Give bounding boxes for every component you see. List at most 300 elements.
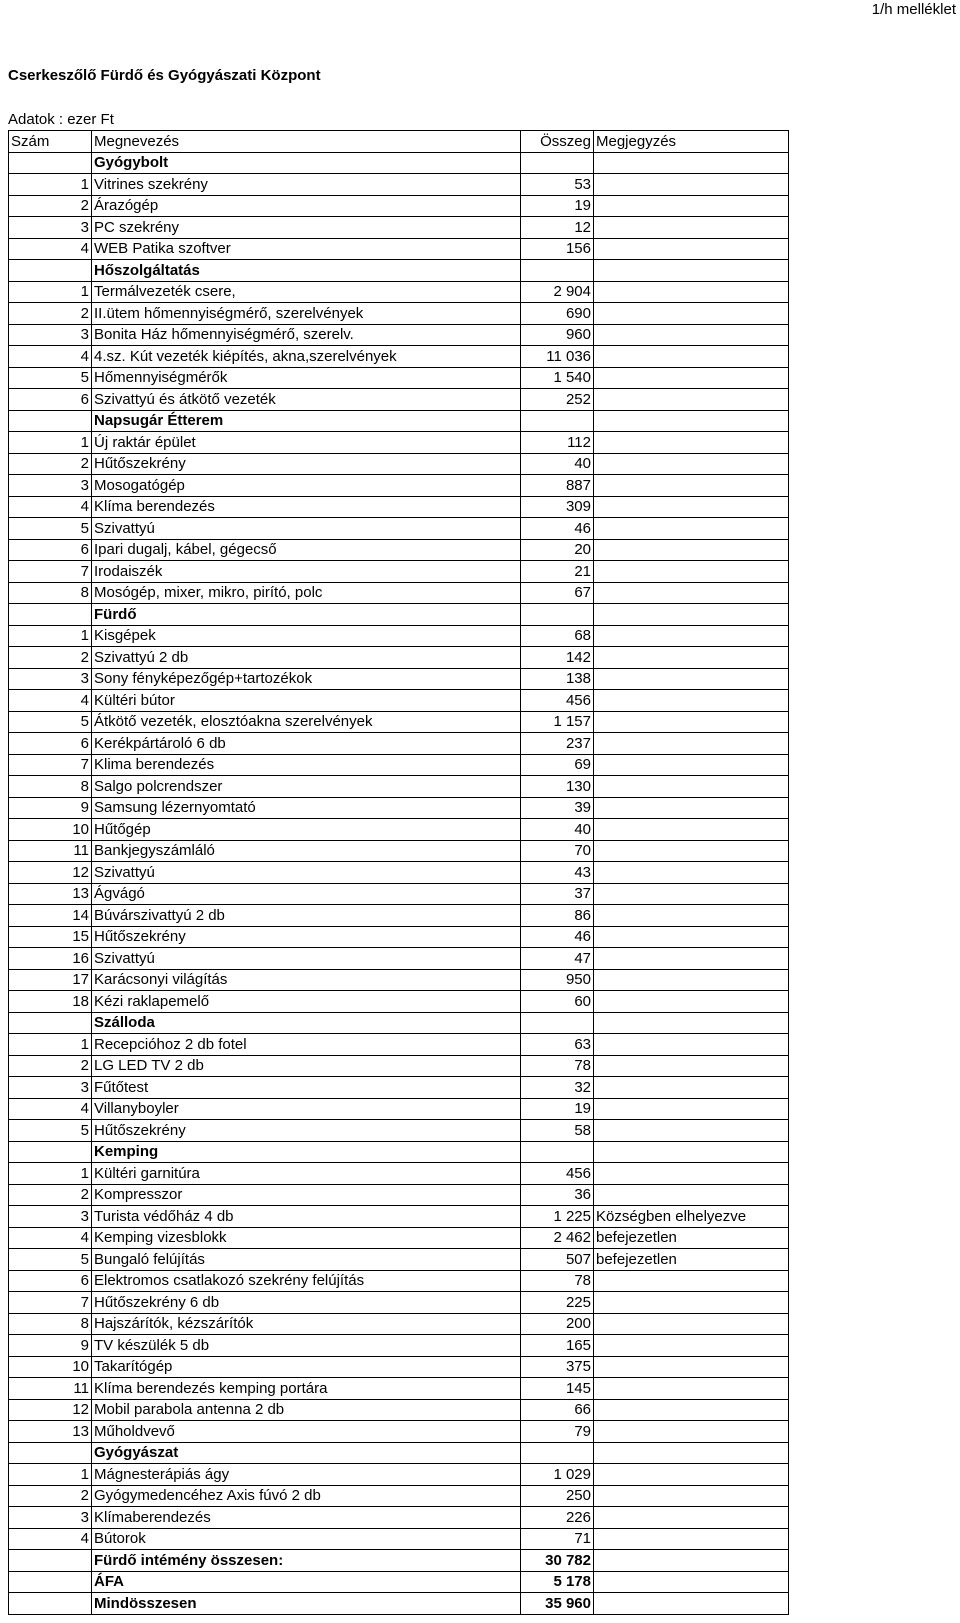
row-note-cell xyxy=(594,1421,789,1443)
table-row xyxy=(9,1464,789,1486)
table-row xyxy=(9,475,789,497)
row-name-cell: Kemping xyxy=(92,1141,521,1163)
row-number-cell: 1 xyxy=(9,281,92,303)
row-name-cell: Termálvezeték csere, xyxy=(92,281,521,303)
table-row xyxy=(9,346,789,368)
row-amount-cell: 21 xyxy=(521,561,594,583)
row-number-cell: 4 xyxy=(9,690,92,712)
row-name-cell: Szivattyú xyxy=(92,518,521,540)
row-number-cell xyxy=(9,1571,92,1593)
table-row xyxy=(9,217,789,239)
row-name-cell: Kerékpártároló 6 db xyxy=(92,733,521,755)
row-amount-cell: 112 xyxy=(521,432,594,454)
table-header-row xyxy=(9,131,789,153)
row-amount-cell: 60 xyxy=(521,991,594,1013)
row-name-cell: Ipari dugalj, kábel, gégecső xyxy=(92,539,521,561)
row-name-cell: Kültéri bútor xyxy=(92,690,521,712)
row-amount-cell: 39 xyxy=(521,797,594,819)
table-row xyxy=(9,582,789,604)
row-amount-cell: 130 xyxy=(521,776,594,798)
table-row xyxy=(9,754,789,776)
row-amount-cell: 86 xyxy=(521,905,594,927)
row-number-cell: 1 xyxy=(9,625,92,647)
row-amount-cell: 78 xyxy=(521,1270,594,1292)
row-number-cell: 4 xyxy=(9,346,92,368)
row-amount-cell: 70 xyxy=(521,840,594,862)
row-amount-cell: 309 xyxy=(521,496,594,518)
row-amount-cell: 2 904 xyxy=(521,281,594,303)
table-row xyxy=(9,324,789,346)
row-note-cell xyxy=(594,174,789,196)
row-note-cell xyxy=(594,948,789,970)
row-note-cell xyxy=(594,647,789,669)
row-name-cell: Hűtőszekrény xyxy=(92,453,521,475)
table-row xyxy=(9,1335,789,1357)
row-note-cell xyxy=(594,1335,789,1357)
row-note-cell xyxy=(594,883,789,905)
row-note-cell xyxy=(594,281,789,303)
row-number-cell: 5 xyxy=(9,367,92,389)
row-note-cell xyxy=(594,152,789,174)
row-number-cell xyxy=(9,1442,92,1464)
row-number-cell: 2 xyxy=(9,303,92,325)
row-number-cell: 15 xyxy=(9,926,92,948)
table-row xyxy=(9,926,789,948)
row-note-cell xyxy=(594,862,789,884)
table-row xyxy=(9,174,789,196)
row-note-cell xyxy=(594,1055,789,1077)
row-note-cell xyxy=(594,1184,789,1206)
row-amount-cell: 67 xyxy=(521,582,594,604)
column-header-num: Szám xyxy=(9,131,92,153)
row-amount-cell xyxy=(521,1442,594,1464)
row-note-cell xyxy=(594,496,789,518)
row-note-cell xyxy=(594,410,789,432)
row-amount-cell: 225 xyxy=(521,1292,594,1314)
row-name-cell: Mindösszesen xyxy=(92,1593,521,1615)
row-note-cell xyxy=(594,1034,789,1056)
row-number-cell xyxy=(9,1141,92,1163)
row-name-cell: Villanyboyler xyxy=(92,1098,521,1120)
row-name-cell: Elektromos csatlakozó szekrény felújítás xyxy=(92,1270,521,1292)
row-note-cell xyxy=(594,1356,789,1378)
row-number-cell: 18 xyxy=(9,991,92,1013)
row-note-cell xyxy=(594,1313,789,1335)
row-amount-cell: 19 xyxy=(521,195,594,217)
row-note-cell xyxy=(594,1077,789,1099)
row-amount-cell: 2 462 xyxy=(521,1227,594,1249)
row-note-cell: befejezetlen xyxy=(594,1227,789,1249)
row-name-cell: Szivattyú xyxy=(92,862,521,884)
row-number-cell: 2 xyxy=(9,1055,92,1077)
row-note-cell xyxy=(594,518,789,540)
row-amount-cell: 32 xyxy=(521,1077,594,1099)
row-number-cell xyxy=(9,604,92,626)
row-name-cell: Szivattyú xyxy=(92,948,521,970)
row-amount-cell: 78 xyxy=(521,1055,594,1077)
row-note-cell xyxy=(594,1270,789,1292)
row-name-cell: WEB Patika szoftver xyxy=(92,238,521,260)
row-name-cell: Gyógymedencéhez Axis fúvó 2 db xyxy=(92,1485,521,1507)
row-name-cell: Mosógép, mixer, mikro, pirító, polc xyxy=(92,582,521,604)
row-note-cell xyxy=(594,1120,789,1142)
row-note-cell xyxy=(594,969,789,991)
total-row xyxy=(9,1593,789,1615)
row-amount-cell: 20 xyxy=(521,539,594,561)
table-row xyxy=(9,1206,789,1228)
row-name-cell: Mosogatógép xyxy=(92,475,521,497)
row-note-cell xyxy=(594,625,789,647)
table-row xyxy=(9,1356,789,1378)
row-amount-cell xyxy=(521,260,594,282)
table-row xyxy=(9,1184,789,1206)
table-row xyxy=(9,389,789,411)
row-amount-cell: 46 xyxy=(521,518,594,540)
row-number-cell: 5 xyxy=(9,518,92,540)
table-row xyxy=(9,862,789,884)
row-amount-cell: 1 157 xyxy=(521,711,594,733)
row-name-cell: Kisgépek xyxy=(92,625,521,647)
row-name-cell: Mágnesterápiás ágy xyxy=(92,1464,521,1486)
row-number-cell: 14 xyxy=(9,905,92,927)
row-note-cell xyxy=(594,1485,789,1507)
document-title: Cserkeszőlő Fürdő és Gyógyászati Központ xyxy=(8,67,321,84)
table-body xyxy=(9,152,789,1614)
row-name-cell: Ágvágó xyxy=(92,883,521,905)
row-note-cell xyxy=(594,776,789,798)
row-note-cell xyxy=(594,1141,789,1163)
table-row xyxy=(9,1120,789,1142)
row-number-cell: 7 xyxy=(9,1292,92,1314)
column-header-note: Megjegyzés xyxy=(594,131,789,153)
row-amount-cell: 252 xyxy=(521,389,594,411)
table-row xyxy=(9,840,789,862)
row-name-cell: TV készülék 5 db xyxy=(92,1335,521,1357)
row-number-cell: 1 xyxy=(9,1163,92,1185)
row-amount-cell xyxy=(521,1141,594,1163)
row-number-cell: 6 xyxy=(9,1270,92,1292)
row-amount-cell: 37 xyxy=(521,883,594,905)
row-amount-cell: 5 178 xyxy=(521,1571,594,1593)
row-amount-cell: 950 xyxy=(521,969,594,991)
row-number-cell: 13 xyxy=(9,883,92,905)
row-number-cell xyxy=(9,260,92,282)
row-name-cell: Irodaiszék xyxy=(92,561,521,583)
row-note-cell xyxy=(594,432,789,454)
row-number-cell: 2 xyxy=(9,453,92,475)
row-amount-cell: 63 xyxy=(521,1034,594,1056)
row-name-cell: Fürdő intémény összesen: xyxy=(92,1550,521,1572)
row-name-cell: Hőszolgáltatás xyxy=(92,260,521,282)
row-amount-cell: 690 xyxy=(521,303,594,325)
table-row xyxy=(9,733,789,755)
row-name-cell: Átkötő vezeték, elosztóakna szerelvények xyxy=(92,711,521,733)
row-note-cell xyxy=(594,840,789,862)
table-row xyxy=(9,668,789,690)
row-note-cell xyxy=(594,1571,789,1593)
row-name-cell: Hűtőszekrény 6 db xyxy=(92,1292,521,1314)
row-number-cell: 4 xyxy=(9,238,92,260)
row-number-cell: 4 xyxy=(9,1227,92,1249)
row-amount-cell: 165 xyxy=(521,1335,594,1357)
row-amount-cell: 11 036 xyxy=(521,346,594,368)
row-amount-cell: 68 xyxy=(521,625,594,647)
row-name-cell: ÁFA xyxy=(92,1571,521,1593)
row-amount-cell: 46 xyxy=(521,926,594,948)
row-number-cell: 11 xyxy=(9,1378,92,1400)
row-note-cell xyxy=(594,905,789,927)
row-amount-cell xyxy=(521,1012,594,1034)
row-note-cell xyxy=(594,238,789,260)
row-name-cell: Hűtőgép xyxy=(92,819,521,841)
row-number-cell: 1 xyxy=(9,1034,92,1056)
row-note-cell xyxy=(594,991,789,1013)
row-number-cell: 3 xyxy=(9,475,92,497)
row-number-cell: 3 xyxy=(9,1507,92,1529)
section-row xyxy=(9,1012,789,1034)
row-name-cell: Salgo polcrendszer xyxy=(92,776,521,798)
row-number-cell xyxy=(9,410,92,432)
row-number-cell: 4 xyxy=(9,1098,92,1120)
table-row xyxy=(9,195,789,217)
row-name-cell: Szivattyú 2 db xyxy=(92,647,521,669)
row-number-cell: 4 xyxy=(9,1528,92,1550)
row-name-cell: Bonita Ház hőmennyiségmérő, szerelv. xyxy=(92,324,521,346)
row-amount-cell: 1 540 xyxy=(521,367,594,389)
row-name-cell: Napsugár Étterem xyxy=(92,410,521,432)
row-note-cell xyxy=(594,797,789,819)
units-label: Adatok : ezer Ft xyxy=(8,111,114,128)
row-name-cell: Takarítógép xyxy=(92,1356,521,1378)
row-note-cell xyxy=(594,303,789,325)
row-amount-cell: 53 xyxy=(521,174,594,196)
row-number-cell: 2 xyxy=(9,1485,92,1507)
row-name-cell: Kompresszor xyxy=(92,1184,521,1206)
row-name-cell: Vitrines szekrény xyxy=(92,174,521,196)
row-number-cell: 2 xyxy=(9,647,92,669)
row-number-cell: 10 xyxy=(9,819,92,841)
column-header-amount: Összeg xyxy=(521,131,594,153)
table-row xyxy=(9,969,789,991)
row-amount-cell: 1 029 xyxy=(521,1464,594,1486)
row-name-cell: Turista védőház 4 db xyxy=(92,1206,521,1228)
row-note-cell xyxy=(594,453,789,475)
row-name-cell: Fürdő xyxy=(92,604,521,626)
row-name-cell: Kézi raklapemelő xyxy=(92,991,521,1013)
row-note-cell xyxy=(594,668,789,690)
table-row xyxy=(9,1528,789,1550)
section-row xyxy=(9,152,789,174)
table-row xyxy=(9,948,789,970)
row-note-cell xyxy=(594,926,789,948)
table-row xyxy=(9,1249,789,1271)
row-name-cell: Klímaberendezés xyxy=(92,1507,521,1529)
row-note-cell xyxy=(594,367,789,389)
row-number-cell: 3 xyxy=(9,324,92,346)
row-name-cell: Szálloda xyxy=(92,1012,521,1034)
row-amount-cell: 43 xyxy=(521,862,594,884)
row-note-cell xyxy=(594,604,789,626)
row-note-cell xyxy=(594,819,789,841)
row-note-cell xyxy=(594,260,789,282)
table-row xyxy=(9,432,789,454)
row-number-cell: 17 xyxy=(9,969,92,991)
row-note-cell xyxy=(594,1399,789,1421)
row-amount-cell: 12 xyxy=(521,217,594,239)
table-row xyxy=(9,1163,789,1185)
row-number-cell: 5 xyxy=(9,711,92,733)
row-note-cell xyxy=(594,346,789,368)
row-note-cell xyxy=(594,582,789,604)
table-row xyxy=(9,496,789,518)
section-row xyxy=(9,1141,789,1163)
row-number-cell xyxy=(9,1593,92,1615)
table-row xyxy=(9,238,789,260)
row-note-cell xyxy=(594,711,789,733)
row-amount-cell: 71 xyxy=(521,1528,594,1550)
row-amount-cell: 36 xyxy=(521,1184,594,1206)
row-number-cell: 12 xyxy=(9,862,92,884)
row-amount-cell: 30 782 xyxy=(521,1550,594,1572)
table-row xyxy=(9,1507,789,1529)
row-name-cell: 4.sz. Kút vezeték kiépítés, akna,szerelvények xyxy=(92,346,521,368)
row-note-cell xyxy=(594,475,789,497)
table-row xyxy=(9,905,789,927)
row-number-cell: 8 xyxy=(9,582,92,604)
row-amount-cell: 79 xyxy=(521,1421,594,1443)
row-number-cell: 7 xyxy=(9,754,92,776)
table-row xyxy=(9,453,789,475)
row-amount-cell: 456 xyxy=(521,690,594,712)
row-number-cell: 6 xyxy=(9,539,92,561)
row-number-cell: 1 xyxy=(9,1464,92,1486)
row-name-cell: Karácsonyi világítás xyxy=(92,969,521,991)
row-name-cell: Fűtőtest xyxy=(92,1077,521,1099)
row-name-cell: Árazógép xyxy=(92,195,521,217)
row-amount-cell: 960 xyxy=(521,324,594,346)
row-number-cell xyxy=(9,152,92,174)
row-name-cell: Samsung lézernyomtató xyxy=(92,797,521,819)
row-name-cell: Bungaló felújítás xyxy=(92,1249,521,1271)
row-name-cell: PC szekrény xyxy=(92,217,521,239)
row-number-cell: 10 xyxy=(9,1356,92,1378)
row-amount-cell: 138 xyxy=(521,668,594,690)
row-name-cell: Hűtőszekrény xyxy=(92,926,521,948)
table-row xyxy=(9,518,789,540)
row-note-cell xyxy=(594,1098,789,1120)
row-amount-cell: 69 xyxy=(521,754,594,776)
row-name-cell: Recepcióhoz 2 db fotel xyxy=(92,1034,521,1056)
row-name-cell: Sony fényképezőgép+tartozékok xyxy=(92,668,521,690)
row-number-cell: 6 xyxy=(9,733,92,755)
table-row xyxy=(9,690,789,712)
row-note-cell xyxy=(594,389,789,411)
row-name-cell: Klíma berendezés xyxy=(92,496,521,518)
table-row xyxy=(9,776,789,798)
table-row xyxy=(9,367,789,389)
row-note-cell xyxy=(594,217,789,239)
row-name-cell: Gyógyászat xyxy=(92,1442,521,1464)
row-amount-cell: 66 xyxy=(521,1399,594,1421)
row-note-cell xyxy=(594,1012,789,1034)
row-amount-cell: 35 960 xyxy=(521,1593,594,1615)
section-row xyxy=(9,260,789,282)
row-amount-cell: 40 xyxy=(521,453,594,475)
row-note-cell xyxy=(594,1378,789,1400)
row-number-cell: 2 xyxy=(9,195,92,217)
row-name-cell: Szivattyú és átkötő vezeték xyxy=(92,389,521,411)
row-amount-cell: 250 xyxy=(521,1485,594,1507)
row-amount-cell xyxy=(521,604,594,626)
row-number-cell: 4 xyxy=(9,496,92,518)
row-name-cell: Mobil parabola antenna 2 db xyxy=(92,1399,521,1421)
column-header-name: Megnevezés xyxy=(92,131,521,153)
row-name-cell: II.ütem hőmennyiségmérő, szerelvények xyxy=(92,303,521,325)
row-amount-cell xyxy=(521,152,594,174)
row-name-cell: Klima berendezés xyxy=(92,754,521,776)
row-amount-cell: 40 xyxy=(521,819,594,841)
row-number-cell xyxy=(9,1012,92,1034)
row-note-cell xyxy=(594,1464,789,1486)
row-amount-cell: 200 xyxy=(521,1313,594,1335)
row-name-cell: Bankjegyszámláló xyxy=(92,840,521,862)
row-note-cell xyxy=(594,1292,789,1314)
table-row xyxy=(9,883,789,905)
row-note-cell xyxy=(594,1550,789,1572)
row-amount-cell: 1 225 xyxy=(521,1206,594,1228)
row-number-cell xyxy=(9,1550,92,1572)
row-amount-cell: 58 xyxy=(521,1120,594,1142)
table-row xyxy=(9,991,789,1013)
row-number-cell: 12 xyxy=(9,1399,92,1421)
section-row xyxy=(9,604,789,626)
row-number-cell: 1 xyxy=(9,174,92,196)
row-note-cell xyxy=(594,690,789,712)
table-row xyxy=(9,819,789,841)
row-amount-cell: 142 xyxy=(521,647,594,669)
table-row xyxy=(9,1270,789,1292)
row-amount-cell: 47 xyxy=(521,948,594,970)
table-row xyxy=(9,625,789,647)
row-amount-cell: 375 xyxy=(521,1356,594,1378)
asset-table xyxy=(8,130,789,1615)
table-row xyxy=(9,1227,789,1249)
table-row xyxy=(9,1077,789,1099)
row-name-cell: Hajszárítók, kézszárítók xyxy=(92,1313,521,1335)
section-row xyxy=(9,410,789,432)
section-row xyxy=(9,1442,789,1464)
row-note-cell xyxy=(594,1163,789,1185)
total-row xyxy=(9,1571,789,1593)
annex-label: 1/h melléklet xyxy=(871,1,956,18)
table-row xyxy=(9,1055,789,1077)
row-amount-cell: 237 xyxy=(521,733,594,755)
row-name-cell: Gyógybolt xyxy=(92,152,521,174)
row-name-cell: Hűtőszekrény xyxy=(92,1120,521,1142)
row-note-cell xyxy=(594,195,789,217)
row-number-cell: 9 xyxy=(9,797,92,819)
table-row xyxy=(9,1313,789,1335)
row-number-cell: 5 xyxy=(9,1120,92,1142)
row-number-cell: 2 xyxy=(9,1184,92,1206)
row-number-cell: 8 xyxy=(9,776,92,798)
row-name-cell: Klíma berendezés kemping portára xyxy=(92,1378,521,1400)
row-note-cell xyxy=(594,539,789,561)
row-amount-cell: 456 xyxy=(521,1163,594,1185)
table-row xyxy=(9,281,789,303)
row-name-cell: Bútorok xyxy=(92,1528,521,1550)
row-note-cell xyxy=(594,324,789,346)
